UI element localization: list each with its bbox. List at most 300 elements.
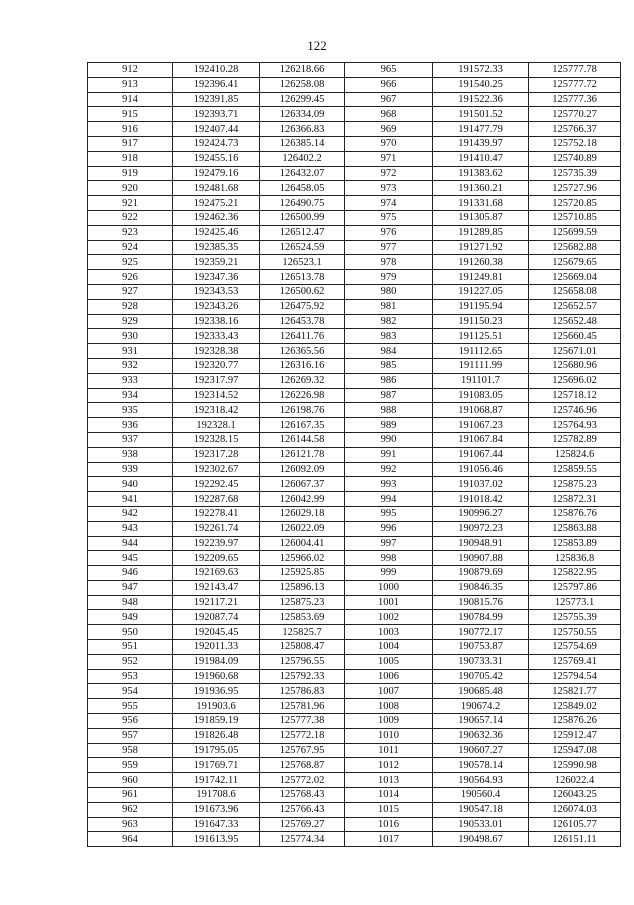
x-coordinate-cell: 191572.33 (433, 63, 529, 78)
point-number-cell: 1016 (345, 817, 433, 832)
table-row (88, 714, 621, 729)
y-coordinate-cell: 125727.96 (529, 181, 621, 196)
x-coordinate-cell: 191068.87 (433, 403, 529, 418)
table-row (88, 802, 621, 817)
point-number-cell: 987 (345, 388, 433, 403)
y-coordinate-cell: 126043.25 (529, 788, 621, 803)
point-number-cell: 960 (88, 773, 173, 788)
x-coordinate-cell: 192087.74 (173, 610, 260, 625)
point-number-cell: 1015 (345, 802, 433, 817)
x-coordinate-cell: 192391.85 (173, 92, 260, 107)
point-number-cell: 925 (88, 255, 173, 270)
point-number-cell: 978 (345, 255, 433, 270)
x-coordinate-cell: 191260.38 (433, 255, 529, 270)
point-number-cell: 943 (88, 521, 173, 536)
y-coordinate-cell: 126029.18 (260, 506, 345, 521)
x-coordinate-cell: 192343.53 (173, 284, 260, 299)
y-coordinate-cell: 125990.98 (529, 758, 621, 773)
table-row (88, 181, 621, 196)
table-row (88, 566, 621, 581)
table-row (88, 447, 621, 462)
y-coordinate-cell: 125925.85 (260, 566, 345, 581)
y-coordinate-cell: 126042.99 (260, 492, 345, 507)
table-row (88, 773, 621, 788)
y-coordinate-cell: 125660.45 (529, 329, 621, 344)
point-number-cell: 997 (345, 536, 433, 551)
coordinates-table-body (88, 63, 621, 847)
x-coordinate-cell: 192359.21 (173, 255, 260, 270)
x-coordinate-cell: 191112.65 (433, 344, 529, 359)
y-coordinate-cell: 125836.8 (529, 551, 621, 566)
table-row (88, 358, 621, 373)
table-row (88, 107, 621, 122)
y-coordinate-cell: 125853.89 (529, 536, 621, 551)
y-coordinate-cell: 125652.57 (529, 299, 621, 314)
y-coordinate-cell: 125876.76 (529, 506, 621, 521)
y-coordinate-cell: 125750.55 (529, 625, 621, 640)
x-coordinate-cell: 191742.11 (173, 773, 260, 788)
table-row (88, 255, 621, 270)
x-coordinate-cell: 192045.45 (173, 625, 260, 640)
table-row (88, 299, 621, 314)
y-coordinate-cell: 125766.43 (260, 802, 345, 817)
point-number-cell: 985 (345, 358, 433, 373)
point-number-cell: 969 (345, 122, 433, 137)
y-coordinate-cell: 125849.02 (529, 699, 621, 714)
x-coordinate-cell: 192328.38 (173, 344, 260, 359)
point-number-cell: 977 (345, 240, 433, 255)
x-coordinate-cell: 191984.09 (173, 654, 260, 669)
table-row (88, 270, 621, 285)
y-coordinate-cell: 125752.18 (529, 136, 621, 151)
x-coordinate-cell: 191271.92 (433, 240, 529, 255)
point-number-cell: 967 (345, 92, 433, 107)
table-row (88, 403, 621, 418)
point-number-cell: 913 (88, 77, 173, 92)
point-number-cell: 944 (88, 536, 173, 551)
x-coordinate-cell: 192410.28 (173, 63, 260, 78)
x-coordinate-cell: 191647.33 (173, 817, 260, 832)
table-row (88, 77, 621, 92)
y-coordinate-cell: 125764.93 (529, 418, 621, 433)
y-coordinate-cell: 126074.03 (529, 802, 621, 817)
x-coordinate-cell: 190498.67 (433, 832, 529, 847)
point-number-cell: 986 (345, 373, 433, 388)
point-number-cell: 975 (345, 210, 433, 225)
table-row (88, 92, 621, 107)
y-coordinate-cell: 125777.38 (260, 714, 345, 729)
x-coordinate-cell: 192314.52 (173, 388, 260, 403)
table-row (88, 506, 621, 521)
x-coordinate-cell: 191383.62 (433, 166, 529, 181)
x-coordinate-cell: 190972.23 (433, 521, 529, 536)
table-row (88, 684, 621, 699)
y-coordinate-cell: 125679.65 (529, 255, 621, 270)
point-number-cell: 916 (88, 122, 173, 137)
y-coordinate-cell: 125770.27 (529, 107, 621, 122)
x-coordinate-cell: 192117.21 (173, 595, 260, 610)
x-coordinate-cell: 191289.85 (433, 225, 529, 240)
y-coordinate-cell: 125777.78 (529, 63, 621, 78)
point-number-cell: 928 (88, 299, 173, 314)
table-row (88, 610, 621, 625)
y-coordinate-cell: 126167.35 (260, 418, 345, 433)
table-row (88, 728, 621, 743)
x-coordinate-cell: 190733.31 (433, 654, 529, 669)
x-coordinate-cell: 191522.36 (433, 92, 529, 107)
y-coordinate-cell: 125755.39 (529, 610, 621, 625)
x-coordinate-cell: 191477.79 (433, 122, 529, 137)
y-coordinate-cell: 125754.69 (529, 640, 621, 655)
x-coordinate-cell: 192333.43 (173, 329, 260, 344)
point-number-cell: 973 (345, 181, 433, 196)
x-coordinate-cell: 191331.68 (433, 196, 529, 211)
y-coordinate-cell: 125786.83 (260, 684, 345, 699)
point-number-cell: 971 (345, 151, 433, 166)
x-coordinate-cell: 191083.05 (433, 388, 529, 403)
x-coordinate-cell: 192302.67 (173, 462, 260, 477)
y-coordinate-cell: 125669.04 (529, 270, 621, 285)
x-coordinate-cell: 191227.05 (433, 284, 529, 299)
y-coordinate-cell: 126402.2 (260, 151, 345, 166)
y-coordinate-cell: 126022.4 (529, 773, 621, 788)
y-coordinate-cell: 126258.08 (260, 77, 345, 92)
x-coordinate-cell: 191708.6 (173, 788, 260, 803)
point-number-cell: 998 (345, 551, 433, 566)
table-row (88, 669, 621, 684)
table-row (88, 225, 621, 240)
table-row (88, 166, 621, 181)
x-coordinate-cell: 192169.63 (173, 566, 260, 581)
y-coordinate-cell: 125876.26 (529, 714, 621, 729)
table-row (88, 284, 621, 299)
y-coordinate-cell: 125767.95 (260, 743, 345, 758)
x-coordinate-cell: 192455.16 (173, 151, 260, 166)
y-coordinate-cell: 126475.92 (260, 299, 345, 314)
table-row (88, 477, 621, 492)
point-number-cell: 968 (345, 107, 433, 122)
point-number-cell: 992 (345, 462, 433, 477)
point-number-cell: 941 (88, 492, 173, 507)
x-coordinate-cell: 190657.14 (433, 714, 529, 729)
y-coordinate-cell: 126513.78 (260, 270, 345, 285)
point-number-cell: 924 (88, 240, 173, 255)
x-coordinate-cell: 190907.88 (433, 551, 529, 566)
point-number-cell: 982 (345, 314, 433, 329)
point-number-cell: 912 (88, 63, 173, 78)
y-coordinate-cell: 126524.59 (260, 240, 345, 255)
y-coordinate-cell: 125769.41 (529, 654, 621, 669)
y-coordinate-cell: 126004.41 (260, 536, 345, 551)
table-row (88, 462, 621, 477)
point-number-cell: 918 (88, 151, 173, 166)
y-coordinate-cell: 125772.02 (260, 773, 345, 788)
point-number-cell: 914 (88, 92, 173, 107)
point-number-cell: 942 (88, 506, 173, 521)
x-coordinate-cell: 192239.97 (173, 536, 260, 551)
table-row (88, 817, 621, 832)
y-coordinate-cell: 125777.72 (529, 77, 621, 92)
y-coordinate-cell: 125822.95 (529, 566, 621, 581)
point-number-cell: 955 (88, 699, 173, 714)
y-coordinate-cell: 125768.87 (260, 758, 345, 773)
y-coordinate-cell: 125781.96 (260, 699, 345, 714)
table-row (88, 699, 621, 714)
table-row (88, 580, 621, 595)
x-coordinate-cell: 190564.93 (433, 773, 529, 788)
x-coordinate-cell: 190879.69 (433, 566, 529, 581)
x-coordinate-cell: 190772.17 (433, 625, 529, 640)
table-row (88, 788, 621, 803)
point-number-cell: 954 (88, 684, 173, 699)
x-coordinate-cell: 192328.1 (173, 418, 260, 433)
y-coordinate-cell: 126500.99 (260, 210, 345, 225)
point-number-cell: 952 (88, 654, 173, 669)
point-number-cell: 976 (345, 225, 433, 240)
x-coordinate-cell: 192209.65 (173, 551, 260, 566)
y-coordinate-cell: 125859.55 (529, 462, 621, 477)
x-coordinate-cell: 191769.71 (173, 758, 260, 773)
y-coordinate-cell: 125792.33 (260, 669, 345, 684)
y-coordinate-cell: 125773.1 (529, 595, 621, 610)
point-number-cell: 949 (88, 610, 173, 625)
table-row (88, 210, 621, 225)
x-coordinate-cell: 192011.33 (173, 640, 260, 655)
y-coordinate-cell: 125680.96 (529, 358, 621, 373)
x-coordinate-cell: 190560.4 (433, 788, 529, 803)
point-number-cell: 931 (88, 344, 173, 359)
y-coordinate-cell: 126218.66 (260, 63, 345, 78)
point-number-cell: 930 (88, 329, 173, 344)
point-number-cell: 989 (345, 418, 433, 433)
point-number-cell: 979 (345, 270, 433, 285)
x-coordinate-cell: 191067.44 (433, 447, 529, 462)
table-row (88, 595, 621, 610)
x-coordinate-cell: 191795.05 (173, 743, 260, 758)
x-coordinate-cell: 190948.91 (433, 536, 529, 551)
x-coordinate-cell: 192143.47 (173, 580, 260, 595)
x-coordinate-cell: 192328.15 (173, 432, 260, 447)
point-number-cell: 1007 (345, 684, 433, 699)
y-coordinate-cell: 126105.77 (529, 817, 621, 832)
point-number-cell: 1000 (345, 580, 433, 595)
y-coordinate-cell: 126299.45 (260, 92, 345, 107)
y-coordinate-cell: 125796.55 (260, 654, 345, 669)
table-row (88, 63, 621, 78)
x-coordinate-cell: 190685.48 (433, 684, 529, 699)
table-row (88, 388, 621, 403)
y-coordinate-cell: 125821.77 (529, 684, 621, 699)
x-coordinate-cell: 192278.41 (173, 506, 260, 521)
x-coordinate-cell: 190784.99 (433, 610, 529, 625)
point-number-cell: 917 (88, 136, 173, 151)
y-coordinate-cell: 125671.01 (529, 344, 621, 359)
x-coordinate-cell: 191067.23 (433, 418, 529, 433)
x-coordinate-cell: 191305.87 (433, 210, 529, 225)
y-coordinate-cell: 125696.02 (529, 373, 621, 388)
y-coordinate-cell: 125682.88 (529, 240, 621, 255)
y-coordinate-cell: 125912.47 (529, 728, 621, 743)
point-number-cell: 984 (345, 344, 433, 359)
x-coordinate-cell: 191673.96 (173, 802, 260, 817)
point-number-cell: 972 (345, 166, 433, 181)
table-row (88, 344, 621, 359)
x-coordinate-cell: 191249.81 (433, 270, 529, 285)
x-coordinate-cell: 192481.68 (173, 181, 260, 196)
x-coordinate-cell: 191501.52 (433, 107, 529, 122)
y-coordinate-cell: 125896.13 (260, 580, 345, 595)
y-coordinate-cell: 126432.07 (260, 166, 345, 181)
x-coordinate-cell: 192385.35 (173, 240, 260, 255)
point-number-cell: 974 (345, 196, 433, 211)
x-coordinate-cell: 192424.73 (173, 136, 260, 151)
point-number-cell: 966 (345, 77, 433, 92)
x-coordinate-cell: 191056.46 (433, 462, 529, 477)
y-coordinate-cell: 126316.16 (260, 358, 345, 373)
x-coordinate-cell: 191101.7 (433, 373, 529, 388)
x-coordinate-cell: 191150.23 (433, 314, 529, 329)
y-coordinate-cell: 125769.27 (260, 817, 345, 832)
x-coordinate-cell: 191111.99 (433, 358, 529, 373)
table-row (88, 551, 621, 566)
x-coordinate-cell: 192317.97 (173, 373, 260, 388)
point-number-cell: 994 (345, 492, 433, 507)
table-row (88, 432, 621, 447)
point-number-cell: 959 (88, 758, 173, 773)
point-number-cell: 921 (88, 196, 173, 211)
point-number-cell: 951 (88, 640, 173, 655)
point-number-cell: 938 (88, 447, 173, 462)
x-coordinate-cell: 192343.26 (173, 299, 260, 314)
page-number: 122 (307, 38, 327, 53)
y-coordinate-cell: 125746.96 (529, 403, 621, 418)
point-number-cell: 1008 (345, 699, 433, 714)
x-coordinate-cell: 191613.95 (173, 832, 260, 847)
point-number-cell: 1003 (345, 625, 433, 640)
y-coordinate-cell: 125825.7 (260, 625, 345, 640)
x-coordinate-cell: 191037.02 (433, 477, 529, 492)
x-coordinate-cell: 190632.36 (433, 728, 529, 743)
y-coordinate-cell: 126334.09 (260, 107, 345, 122)
x-coordinate-cell: 192425.46 (173, 225, 260, 240)
x-coordinate-cell: 191125.51 (433, 329, 529, 344)
point-number-cell: 1012 (345, 758, 433, 773)
y-coordinate-cell: 125772.18 (260, 728, 345, 743)
point-number-cell: 935 (88, 403, 173, 418)
x-coordinate-cell: 191826.48 (173, 728, 260, 743)
y-coordinate-cell: 126121.78 (260, 447, 345, 462)
table-row (88, 640, 621, 655)
table-row (88, 314, 621, 329)
y-coordinate-cell: 126512.47 (260, 225, 345, 240)
y-coordinate-cell: 125875.23 (529, 477, 621, 492)
table-row (88, 418, 621, 433)
x-coordinate-cell: 190674.2 (433, 699, 529, 714)
x-coordinate-cell: 191410.47 (433, 151, 529, 166)
table-row (88, 151, 621, 166)
point-number-cell: 1011 (345, 743, 433, 758)
y-coordinate-cell: 125853.69 (260, 610, 345, 625)
point-number-cell: 932 (88, 358, 173, 373)
point-number-cell: 1004 (345, 640, 433, 655)
point-number-cell: 990 (345, 432, 433, 447)
point-number-cell: 991 (345, 447, 433, 462)
y-coordinate-cell: 125808.47 (260, 640, 345, 655)
table-row (88, 832, 621, 847)
y-coordinate-cell: 125720.85 (529, 196, 621, 211)
y-coordinate-cell: 126366.83 (260, 122, 345, 137)
y-coordinate-cell: 125797.86 (529, 580, 621, 595)
point-number-cell: 1013 (345, 773, 433, 788)
table-row (88, 521, 621, 536)
x-coordinate-cell: 191540.25 (433, 77, 529, 92)
y-coordinate-cell: 126490.75 (260, 196, 345, 211)
y-coordinate-cell: 125774.34 (260, 832, 345, 847)
table-row (88, 196, 621, 211)
point-number-cell: 1006 (345, 669, 433, 684)
point-number-cell: 920 (88, 181, 173, 196)
point-number-cell: 1002 (345, 610, 433, 625)
table-row (88, 625, 621, 640)
point-number-cell: 940 (88, 477, 173, 492)
y-coordinate-cell: 126092.09 (260, 462, 345, 477)
y-coordinate-cell: 125794.54 (529, 669, 621, 684)
point-number-cell: 1017 (345, 832, 433, 847)
point-number-cell: 993 (345, 477, 433, 492)
coordinates-table (87, 62, 621, 847)
y-coordinate-cell: 125966.02 (260, 551, 345, 566)
point-number-cell: 953 (88, 669, 173, 684)
point-number-cell: 964 (88, 832, 173, 847)
y-coordinate-cell: 126144.58 (260, 432, 345, 447)
y-coordinate-cell: 125875.23 (260, 595, 345, 610)
y-coordinate-cell: 126226.98 (260, 388, 345, 403)
table-row (88, 373, 621, 388)
x-coordinate-cell: 191859.19 (173, 714, 260, 729)
point-number-cell: 988 (345, 403, 433, 418)
x-coordinate-cell: 192462.36 (173, 210, 260, 225)
point-number-cell: 1001 (345, 595, 433, 610)
x-coordinate-cell: 190996.27 (433, 506, 529, 521)
y-coordinate-cell: 126458.05 (260, 181, 345, 196)
table-row (88, 240, 621, 255)
y-coordinate-cell: 126411.76 (260, 329, 345, 344)
y-coordinate-cell: 126151.11 (529, 832, 621, 847)
point-number-cell: 983 (345, 329, 433, 344)
y-coordinate-cell: 125872.31 (529, 492, 621, 507)
x-coordinate-cell: 190547.18 (433, 802, 529, 817)
point-number-cell: 1009 (345, 714, 433, 729)
y-coordinate-cell: 126500.62 (260, 284, 345, 299)
y-coordinate-cell: 125863.88 (529, 521, 621, 536)
y-coordinate-cell: 125718.12 (529, 388, 621, 403)
x-coordinate-cell: 191960.68 (173, 669, 260, 684)
point-number-cell: 963 (88, 817, 173, 832)
x-coordinate-cell: 191195.94 (433, 299, 529, 314)
y-coordinate-cell: 125947.08 (529, 743, 621, 758)
x-coordinate-cell: 192479.16 (173, 166, 260, 181)
y-coordinate-cell: 125740.89 (529, 151, 621, 166)
point-number-cell: 936 (88, 418, 173, 433)
point-number-cell: 1005 (345, 654, 433, 669)
x-coordinate-cell: 192287.68 (173, 492, 260, 507)
point-number-cell: 915 (88, 107, 173, 122)
x-coordinate-cell: 192261.74 (173, 521, 260, 536)
x-coordinate-cell: 190753.87 (433, 640, 529, 655)
table-row (88, 136, 621, 151)
y-coordinate-cell: 125658.08 (529, 284, 621, 299)
point-number-cell: 965 (345, 63, 433, 78)
